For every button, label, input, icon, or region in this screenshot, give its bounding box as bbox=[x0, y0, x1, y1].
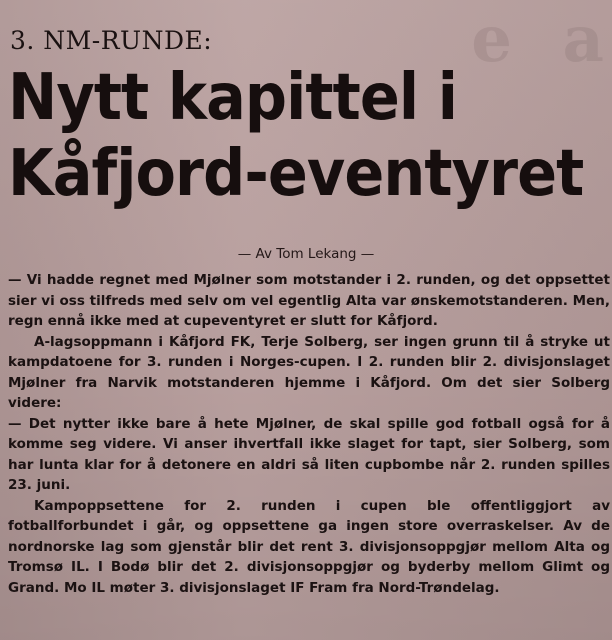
headline-line-2: Kåfjord-eventyret bbox=[8, 137, 584, 211]
paragraph-3: — Det nytter ikke bare å hete Mjølner, de skal spille god fotball også for å komme seg videre. Vi anser ihvertfall ikke slaget for tapt, sier Solberg, som har lunta klar for å detonere en aldri så liten cupbombe når 2. runden spilles 23. juni. bbox=[8, 415, 610, 493]
byline: — Av Tom Lekang — bbox=[237, 246, 375, 262]
paragraph-4: Kampoppsettene for 2. runden i cupen ble offentliggjort av fotballforbundet i går, og oppsettene ga ingen store overraskelser. Av de nordnorske lag som gjenstår blir det rent 3. divisjonsoppgjør mellom Alta og Tromsø IL. I Bodø blir det 2. divisjonsoppgjør og byderby mellom Glimt og Grand. Mo IL møter 3. divisjonslaget IF Fram fra Nord-Trøndelag. bbox=[8, 497, 610, 596]
paragraph-2: A-lagsoppmann i Kåfjord FK, Terje Solberg, ser ingen grunn til å stryke ut kampdatoene for 3. runden i Norges-cupen. I 2. runden blir 2. divisjonslaget Mjølner fra Narvik motstanderen hjemme i Kåfjord. Om det sier Solberg videre: bbox=[8, 333, 610, 411]
kicker: 3. NM-RUNDE: bbox=[10, 26, 213, 55]
paragraph-1: — Vi hadde regnet med Mjølner som motstander i 2. runden, og det oppsettet sier vi oss tilfreds med selv om vel egentlig Alta var ønskemotstanderen. Men, regn ennå ikke med at cupeventyret er slutt for Kåfjord. bbox=[8, 272, 610, 329]
bleed-through-text: e a bbox=[471, 2, 606, 77]
article-body bbox=[8, 270, 610, 598]
headline bbox=[8, 60, 584, 212]
headline-line-1: Nytt kapittel i bbox=[8, 61, 457, 135]
